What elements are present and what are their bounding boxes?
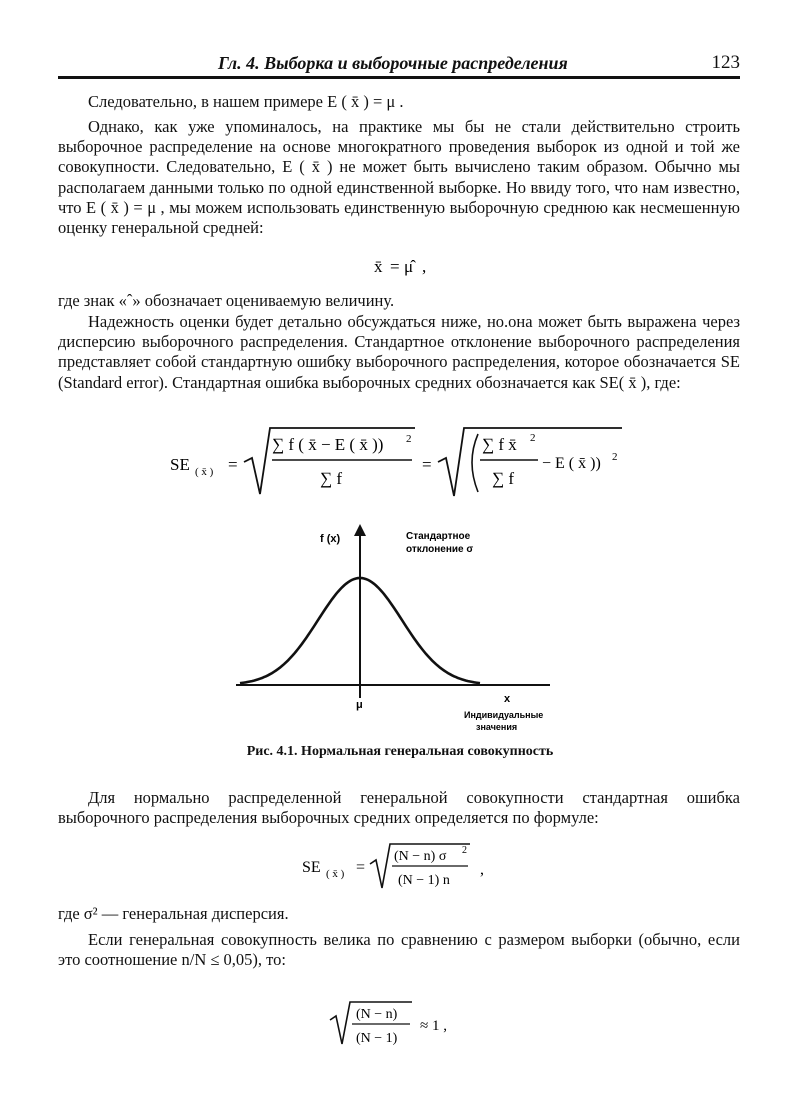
se-minus-term: − E ( x̄ )) (542, 455, 601, 472)
se-num1: ∑ f ( x̄ − E ( x̄ )) (272, 435, 384, 454)
normal-distribution-figure (220, 520, 600, 742)
approx-num: (N − n) (356, 1007, 398, 1022)
estimate-lhs: x̄ (374, 257, 383, 276)
running-title: Гл. 4. Выборка и выборочные распределения (218, 53, 568, 73)
paragraph-7: Если генеральная совокупность велика по сравнению с размером выборки (обычно, если это соотношение n/N ≤ 0,05), то: (58, 930, 740, 970)
estimate-formula (360, 250, 450, 280)
estimate-tail: , (422, 257, 427, 276)
y-axis-arrow (354, 524, 366, 536)
se-normal-num-exp: 2 (462, 845, 467, 856)
approx-rhs: ≈ 1 , (420, 1018, 447, 1034)
se-normal-tail: , (480, 861, 484, 878)
paragraph-1: Следовательно, в нашем примере E ( x̄ ) = μ . (88, 92, 404, 111)
mu-label: μ (356, 699, 363, 711)
se-eq2: = (422, 455, 432, 474)
se-num2-exp: 2 (530, 432, 536, 444)
se-minus-exp: 2 (612, 451, 618, 463)
se-den2: ∑ f (492, 469, 515, 488)
se-normal-eq: = (356, 859, 366, 876)
se-lhs: SE (170, 455, 190, 474)
x-desc-line1: Индивидуальные (464, 710, 544, 720)
se-eq1: = (228, 455, 238, 474)
x-axis-label: x (504, 693, 511, 705)
paragraph-4: Надежность оценки будет детально обсуждаться ниже, но.она может быть выражена через дисперсию выборочного распределения. Стандартное отклонение выборочного распределения представляет собой стандартную ошибку выборочного распределения, которое обозначается SE (Standard error). Стандартная ошибка выборочных средних обозначается как SE( x̄ ), где: (58, 312, 740, 392)
se-normal-lhs: SE (302, 859, 321, 876)
se-num1-exp: 2 (406, 433, 412, 445)
paragraph-3: где знак «ˆ» обозначает оцениваемую величину. (58, 291, 395, 310)
page-number: 123 (711, 52, 740, 73)
se-num2: ∑ f x̄ (482, 435, 517, 454)
approx-den: (N − 1) (356, 1031, 398, 1046)
se-normal-lhs-sub: ( x̄ ) (326, 868, 345, 880)
approx-formula (320, 998, 480, 1050)
paragraph-6: где σ² — генеральная дисперсия. (58, 904, 289, 923)
se-normal-den: (N − 1) n (398, 873, 450, 888)
estimate-rhs: μ̂ (404, 257, 414, 276)
sd-label-line2: отклонение σ (406, 544, 474, 555)
page-header (58, 50, 740, 79)
estimate-eq: = (390, 257, 400, 276)
se-den1: ∑ f (320, 469, 343, 488)
open-paren (472, 434, 478, 492)
se-normal-formula (290, 838, 510, 894)
figure-caption: Рис. 4.1. Нормальная генеральная совокупность (246, 744, 554, 759)
se-normal-num: (N − n) σ (394, 849, 447, 864)
y-axis-label: f (x) (320, 533, 341, 545)
x-desc-line2: значения (476, 722, 518, 732)
sd-label-line1: Стандартное (406, 531, 471, 542)
se-lhs-sub: ( x̄ ) (195, 466, 214, 478)
paragraph-2: Однако, как уже упоминалось, на практике мы бы не стали действительно строить выборочное распределение на основе многократного проведения выборок из одной и той же совокупности. Следовательно, E ( x̄ ) не может быть вычислено таким образом. Обычно мы располагаем данными только по одной единственной выборке. Но ввиду того, что нам известно, что E ( x̄ ) = μ , мы можем использовать единственную выборочную среднюю как несмешенную оценку генеральной средней: (58, 117, 740, 238)
paragraph-5: Для нормально распределенной генеральной совокупности стандартная ошибка выборочного распределения выборочных средних определяется по формуле: (58, 788, 740, 828)
se-general-formula (160, 422, 640, 504)
